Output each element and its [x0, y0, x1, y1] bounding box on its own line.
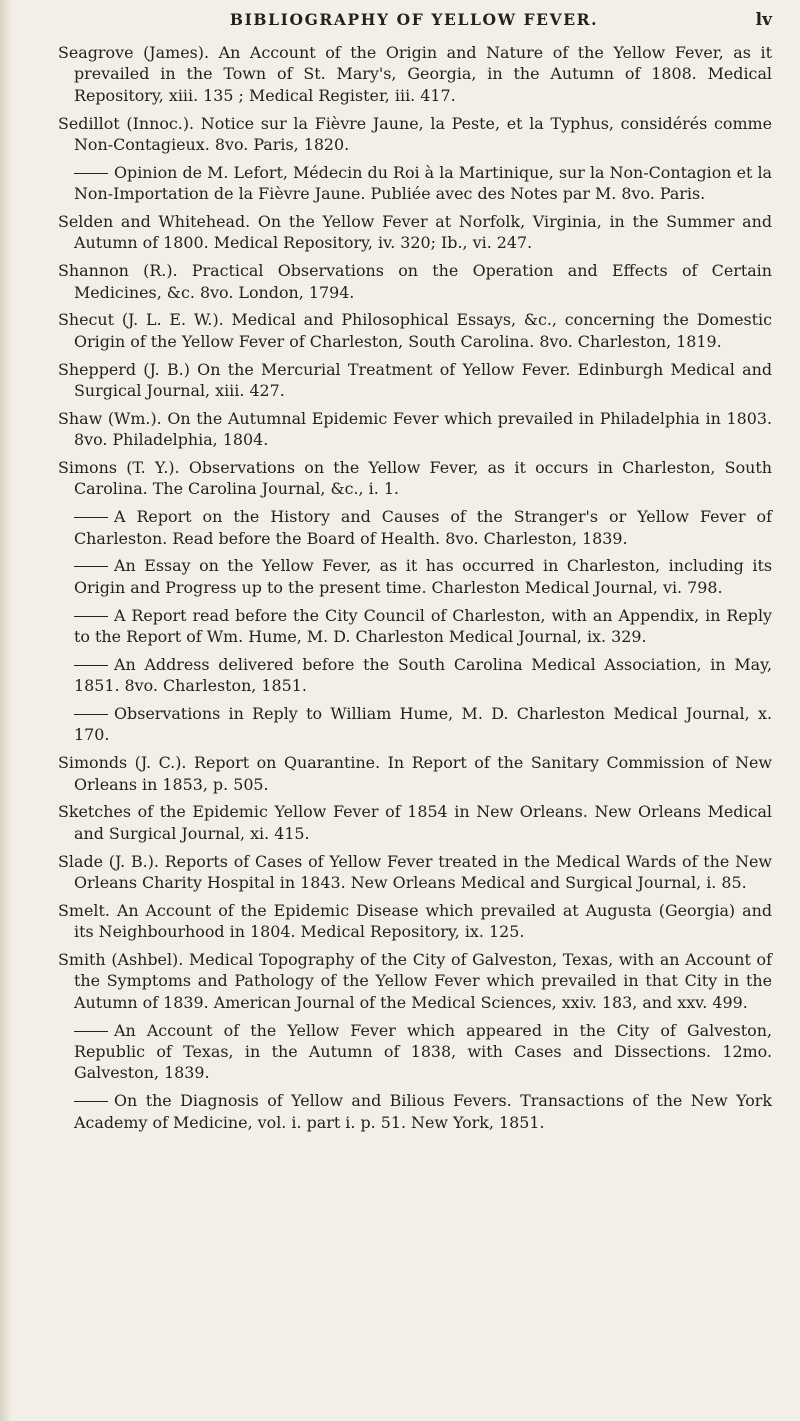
- entry-text: An Address delivered before the South Carolina Medical Association, in May, 1851. 8vo. Charleston, 1851.: [74, 654, 772, 696]
- entry-text: Shannon (R.). Practical Observations on the Operation and Effects of Certain Medicines, &c. 8vo. London, 1794.: [58, 261, 772, 302]
- bibliography-entry: [58, 457, 772, 500]
- bibliography-entry: [58, 900, 772, 943]
- bibliography-entry: [58, 260, 772, 303]
- bibliography-entry: [58, 1090, 772, 1133]
- ditto-dash: [74, 714, 108, 715]
- ditto-dash: [74, 616, 108, 617]
- bibliography-entry: [58, 654, 772, 697]
- bibliography-entry: [58, 162, 772, 205]
- entry-text: Simons (T. Y.). Observations on the Yellow Fever, as it occurs in Charleston, South Carolina. The Carolina Journal, &c., i. 1.: [58, 458, 772, 499]
- bibliography-entry: [58, 408, 772, 451]
- bibliography-entry: [58, 211, 772, 254]
- bibliography-list: [58, 42, 772, 1133]
- page-header: [58, 10, 772, 36]
- bibliography-entry: [58, 851, 772, 894]
- entry-text: On the Diagnosis of Yellow and Bilious Fevers. Transactions of the New York Academy of Medicine, vol. i. part i. p. 51. New York, 1851.: [74, 1091, 772, 1132]
- entry-text: Simonds (J. C.). Report on Quarantine. In Report of the Sanitary Commission of New Orleans in 1853, p. 505.: [58, 753, 772, 794]
- entry-text: Shepperd (J. B.) On the Mercurial Treatment of Yellow Fever. Edinburgh Medical and Surgical Journal, xiii. 427.: [58, 359, 772, 401]
- entry-text: Selden and Whitehead. On the Yellow Fever at Norfolk, Virginia, in the Summer and Autumn of 1800. Medical Repository, iv. 320; Ib., vi. 247.: [58, 212, 772, 253]
- entry-text: Sedillot (Innoc.). Notice sur la Fièvre Jaune, la Peste, et la Typhus, considérés comme Non-Contagieux. 8vo. Paris, 1820.: [58, 113, 772, 155]
- entry-text: Seagrove (James). An Account of the Origin and Nature of the Yellow Fever, as it prevailed in the Town of St. Mary's, Georgia, in the Autumn of 1808. Medical Repository, xiii. 135 ; Medical Register, iii. 417.: [58, 43, 772, 105]
- ditto-dash: [74, 1031, 108, 1032]
- entry-text: Sketches of the Epidemic Yellow Fever of 1854 in New Orleans. New Orleans Medical and Surgical Journal, xi. 415.: [58, 802, 772, 843]
- bibliography-entry: [58, 42, 772, 106]
- bibliography-entry: [58, 359, 772, 402]
- ditto-dash: [74, 517, 108, 518]
- ditto-dash: [74, 566, 108, 567]
- ditto-dash: [74, 665, 108, 666]
- bibliography-entry: [58, 703, 772, 746]
- entry-text: An Essay on the Yellow Fever, as it has occurred in Charleston, including its Origin and Progress up to the present time. Charleston Medical Journal, vi. 798.: [74, 556, 772, 597]
- entry-text: A Report read before the City Council of Charleston, with an Appendix, in Reply to the Report of Wm. Hume, M. D. Charleston Medical Journal, ix. 329.: [74, 605, 772, 647]
- bibliography-entry: [58, 605, 772, 648]
- bibliography-entry: [58, 752, 772, 795]
- entry-text: Shaw (Wm.). On the Autumnal Epidemic Fever which prevailed in Philadelphia in 1803. 8vo. Philadelphia, 1804.: [58, 408, 772, 450]
- bibliography-entry: [58, 309, 772, 352]
- bibliography-entry: [58, 506, 772, 549]
- bibliography-entry: [58, 555, 772, 598]
- bibliography-entry: [58, 801, 772, 844]
- entry-text: An Account of the Yellow Fever which appeared in the City of Galveston, Republic of Texas, in the Autumn of 1838, with Cases and Dissections. 12mo. Galveston, 1839.: [74, 1020, 772, 1083]
- entry-text: Smelt. An Account of the Epidemic Disease which prevailed at Augusta (Georgia) and its Neighbourhood in 1804. Medical Repository, ix. 125.: [58, 900, 772, 942]
- bibliography-entry: [58, 949, 772, 1013]
- running-title: BIBLIOGRAPHY OF YELLOW FEVER.: [229, 10, 599, 29]
- ditto-dash: [74, 173, 108, 174]
- bibliography-entry: [58, 1020, 772, 1084]
- entry-text: Shecut (J. L. E. W.). Medical and Philosophical Essays, &c., concerning the Domestic Origin of the Yellow Fever of Charleston, South Carolina. 8vo. Charleston, 1819.: [58, 310, 772, 351]
- entry-text: Smith (Ashbel). Medical Topography of the City of Galveston, Texas, with an Account of the Symptoms and Pathology of the Yellow Fever which prevailed in that City in the Autumn of 1839. American Journal of the Medical Sciences, xxiv. 183, and xxv. 499.: [58, 950, 772, 1012]
- entry-text: Observations in Reply to William Hume, M. D. Charleston Medical Journal, x. 170.: [74, 704, 772, 745]
- entry-text: Slade (J. B.). Reports of Cases of Yellow Fever treated in the Medical Wards of the New Orleans Charity Hospital in 1843. New Orleans Medical and Surgical Journal, i. 85.: [58, 851, 772, 893]
- ditto-dash: [74, 1101, 108, 1102]
- entry-text: Opinion de M. Lefort, Médecin du Roi à la Martinique, sur la Non-Contagion et la Non-Importation de la Fièvre Jaune. Publiée avec des Notes par M. 8vo. Paris.: [74, 162, 772, 204]
- entry-text: A Report on the History and Causes of the Stranger's or Yellow Fever of Charleston. Read before the Board of Health. 8vo. Charleston, 1839.: [74, 507, 772, 548]
- page-number: lv: [755, 10, 772, 30]
- bibliography-entry: [58, 113, 772, 156]
